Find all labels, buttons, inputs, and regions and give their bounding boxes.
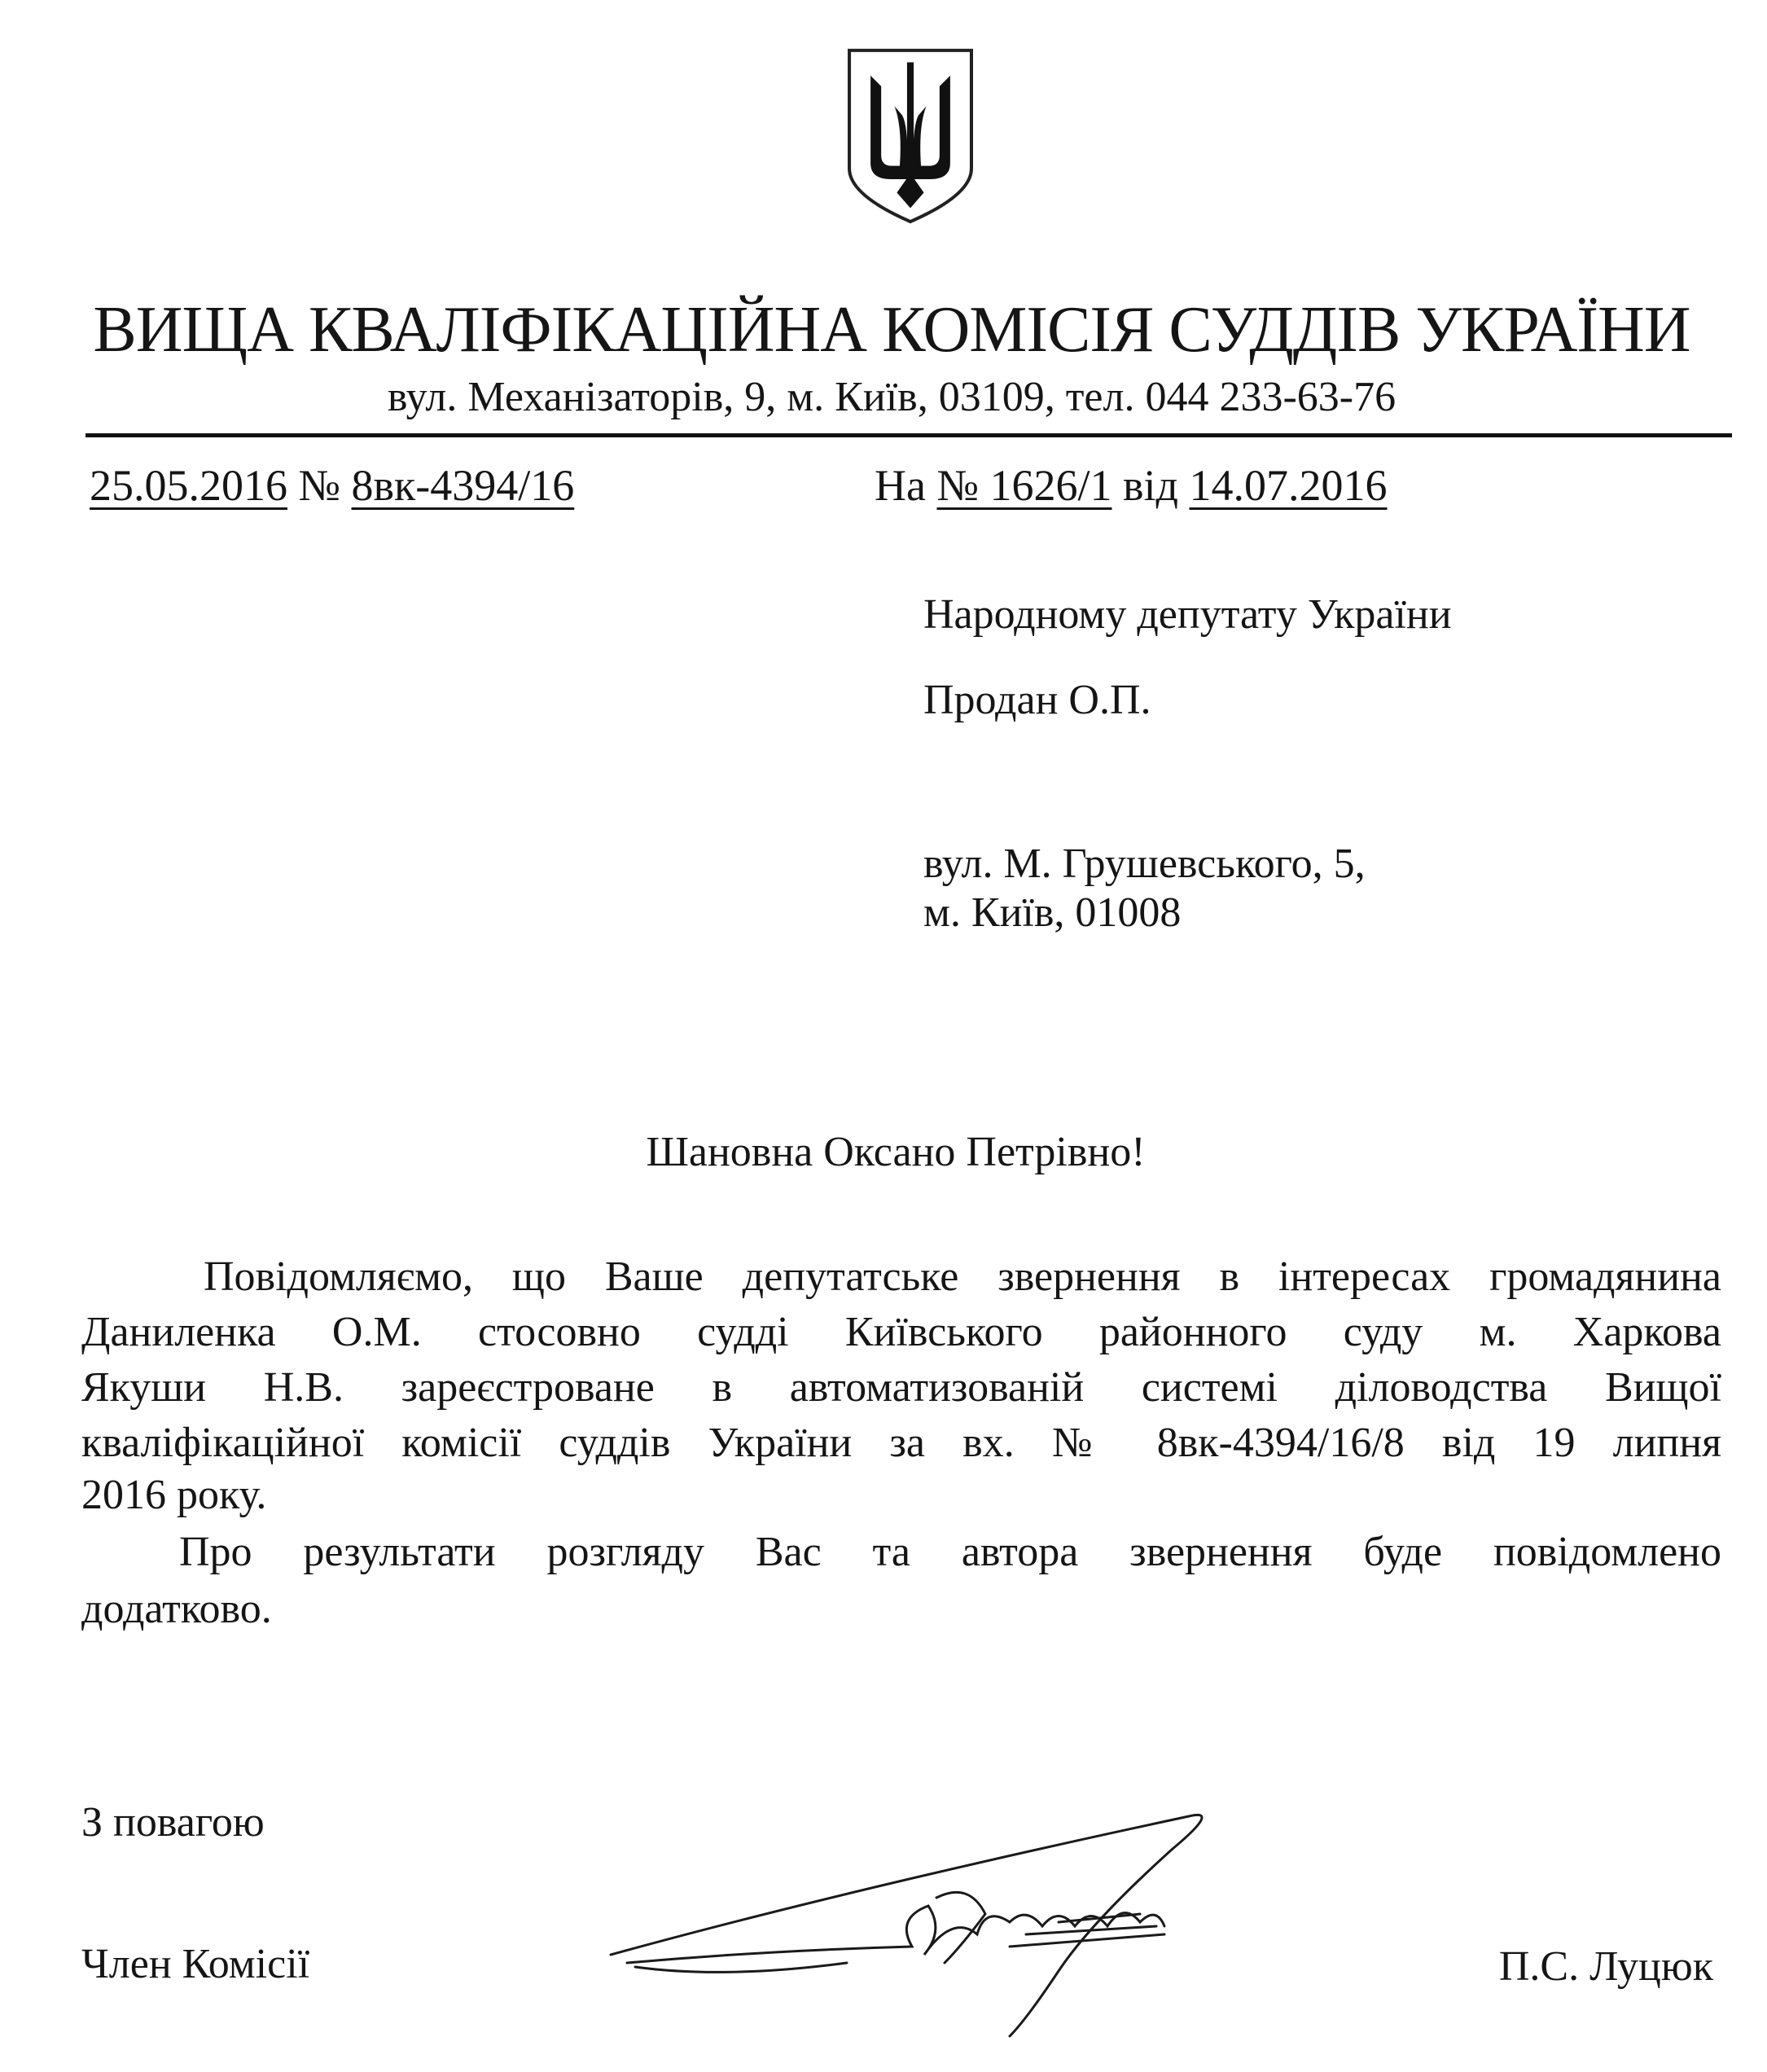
- signer-name: П.С. Луцюк: [1498, 1943, 1713, 1990]
- body-line: Даниленка О.М. стосовно судді Київського районного суду м. Харкова: [81, 1309, 1721, 1355]
- organization-address: вул. Механізаторів, 9, м. Київ, 03109, тел. 044 233-63-76: [387, 374, 1396, 420]
- recipient-title: Народному депутату України: [923, 591, 1452, 638]
- salutation: Шановна Оксано Петрівно!: [646, 1129, 1146, 1175]
- recipient-city: м. Київ, 01008: [923, 889, 1182, 936]
- outgoing-number: 8вк-4394/16: [351, 461, 575, 510]
- reply-reference: [875, 460, 1387, 511]
- reply-number: № 1626/1: [936, 461, 1112, 510]
- coat-of-arms-icon: [844, 46, 977, 226]
- body-line: кваліфікаційної комісії суддів України за вх. № 8вк-4394/16/8 від 19 липня: [81, 1420, 1721, 1466]
- recipient-name: Продан О.П.: [923, 677, 1151, 723]
- outgoing-date: 25.05.2016: [90, 461, 287, 510]
- body-line: Повідомляємо, що Ваше депутатське звернення в інтересах громадянина: [204, 1253, 1721, 1300]
- body-line: Про результати розгляду Вас та автора звернення буде повідомлено: [179, 1529, 1721, 1575]
- outgoing-reference: [90, 460, 574, 511]
- reply-from: від: [1123, 461, 1178, 510]
- handwritten-signature: [603, 1759, 1319, 2044]
- body-line: Якуши Н.В. зареєстроване в автоматизованій системі діловодства Вищої: [81, 1364, 1721, 1411]
- header-divider: [86, 433, 1732, 437]
- body-line: 2016 року.: [81, 1472, 267, 1518]
- organization-title: ВИЩА КВАЛІФІКАЦІЙНА КОМІСІЯ СУДДІВ УКРАЇНИ: [93, 294, 1690, 366]
- recipient-street: вул. М. Грушевського, 5,: [923, 841, 1366, 887]
- signer-position: Член Комісії: [81, 1941, 310, 1987]
- number-sign: №: [298, 461, 341, 510]
- closing-regards: З повагою: [81, 1799, 265, 1846]
- reply-date: 14.07.2016: [1189, 461, 1388, 510]
- body-line: додатково.: [81, 1586, 272, 1632]
- reply-prefix: На: [875, 461, 926, 510]
